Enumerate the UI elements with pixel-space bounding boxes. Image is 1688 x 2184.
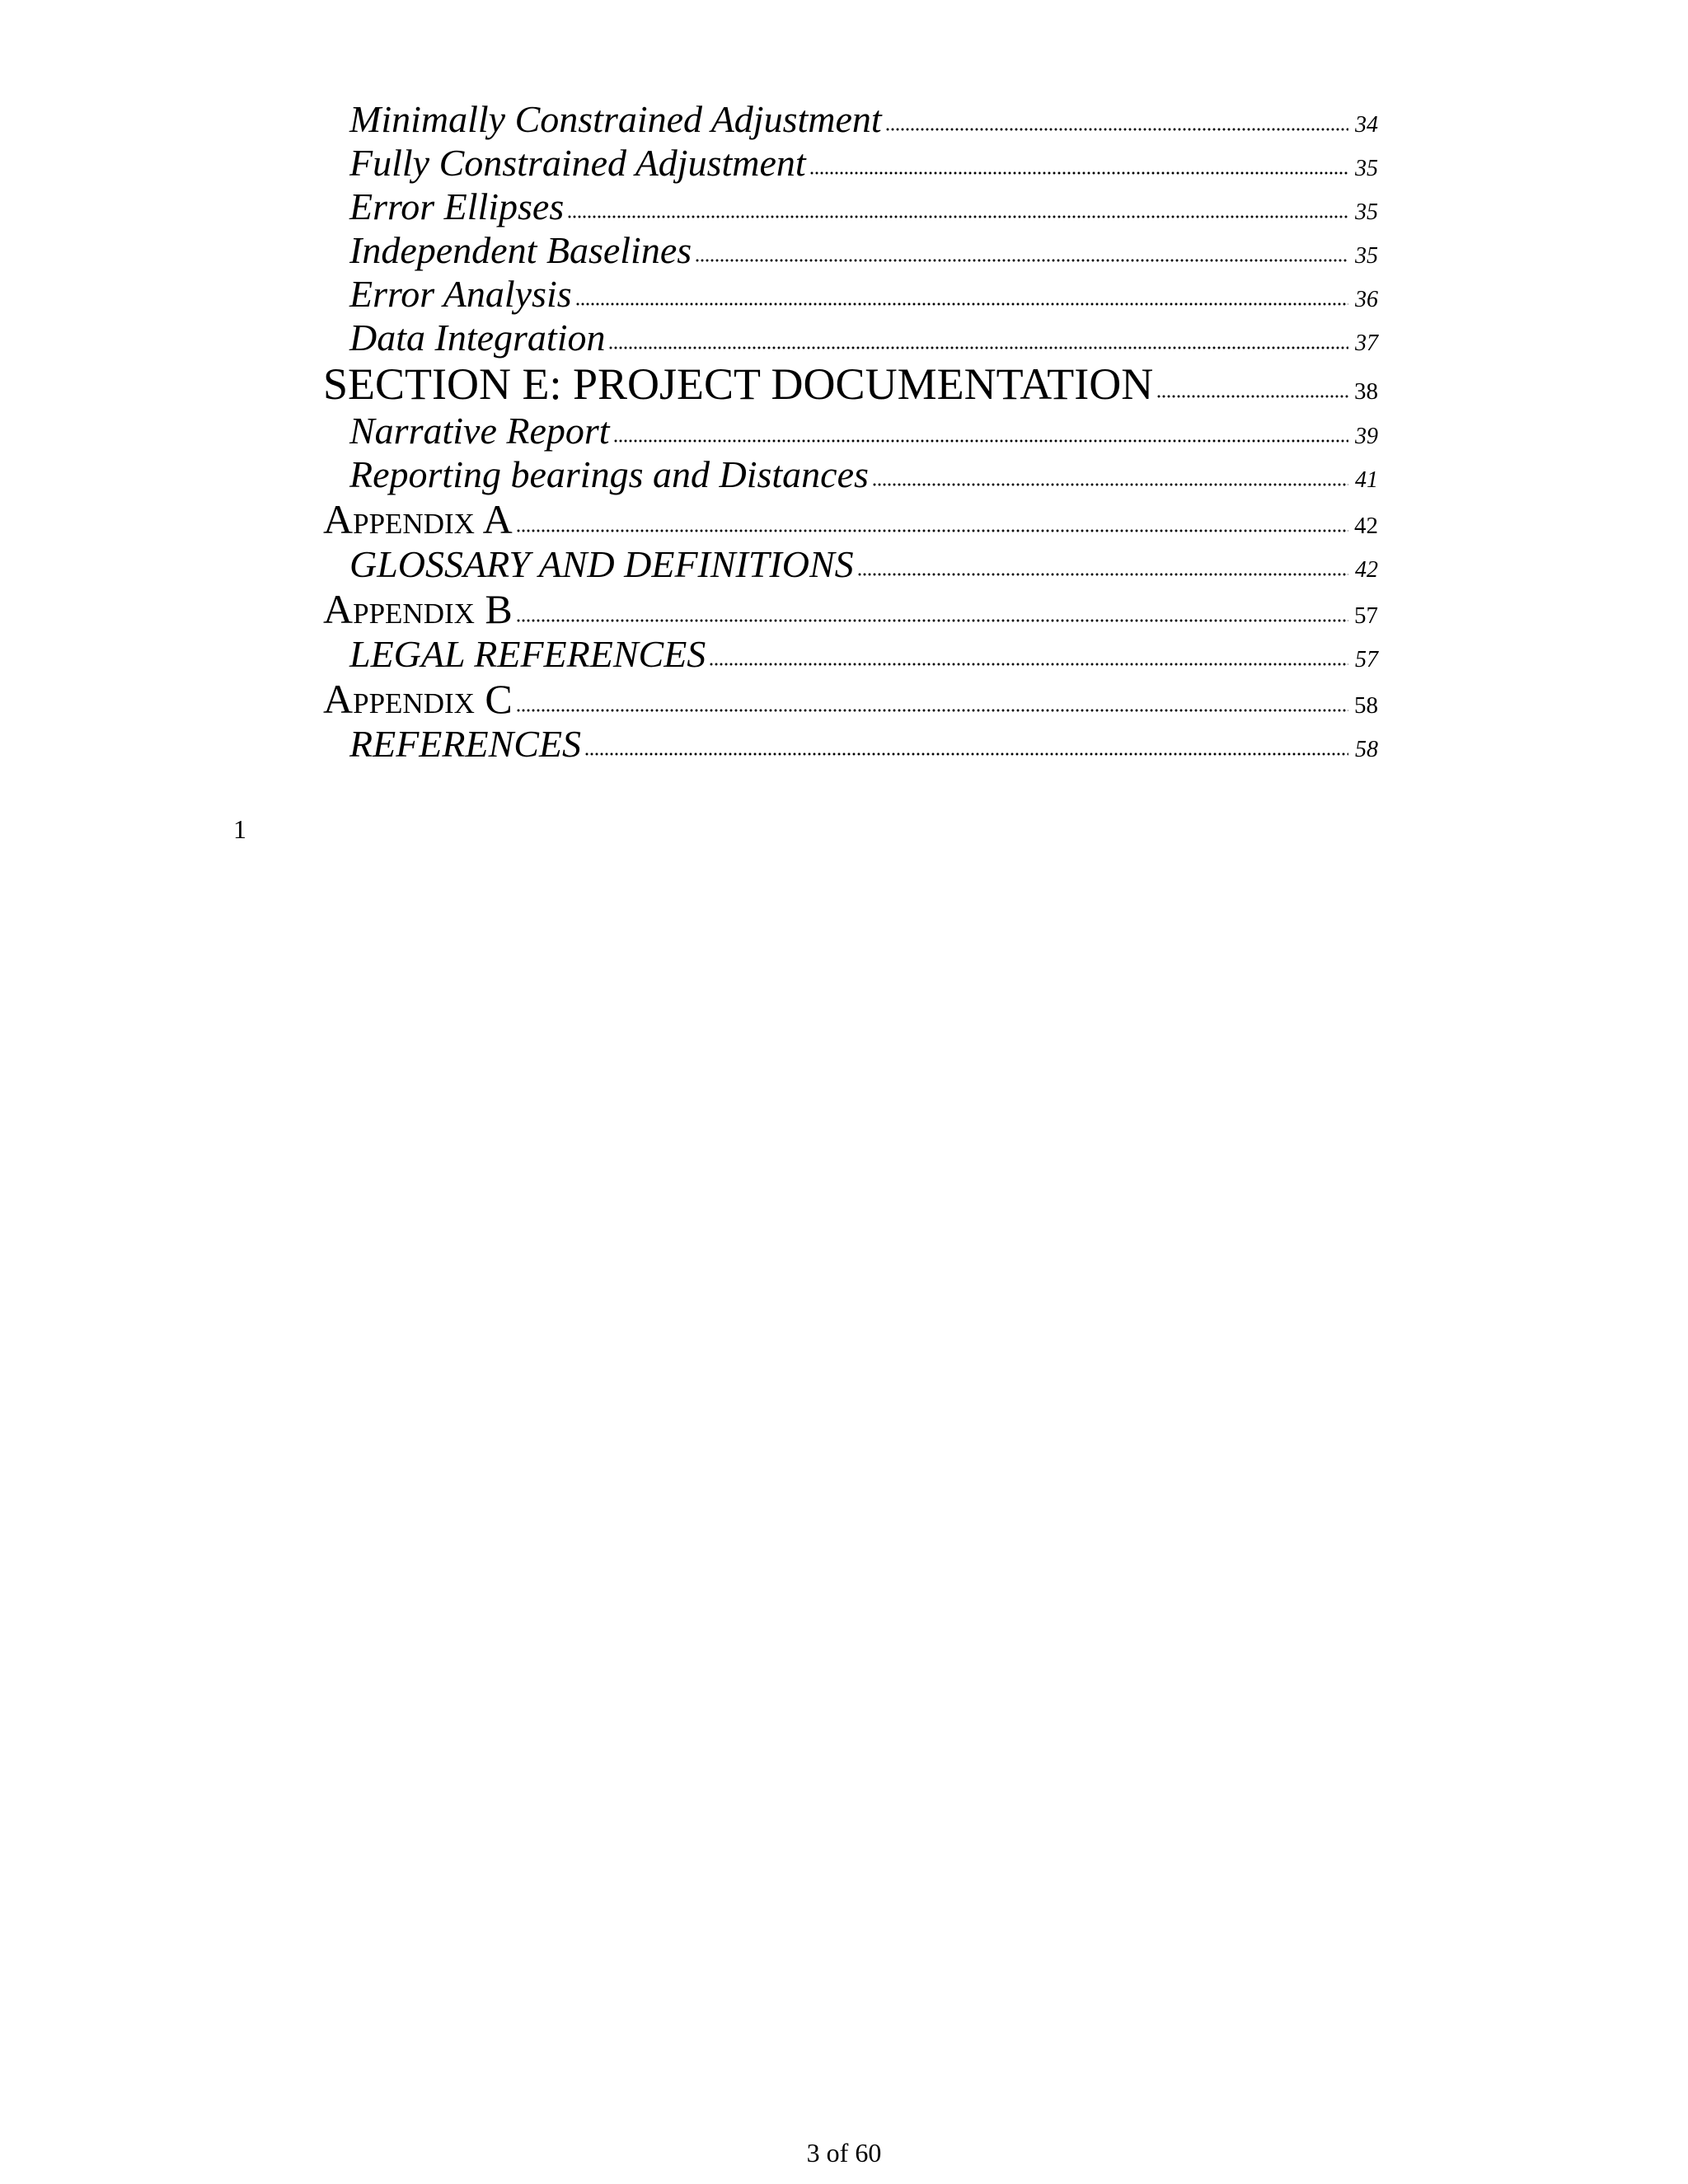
toc-entry-page: 35 (1355, 156, 1378, 181)
dot-leader (516, 703, 1348, 713)
footer-page-number: 3 (806, 2138, 820, 2168)
dot-leader (857, 567, 1348, 577)
footer-total-pages: 60 (855, 2138, 882, 2168)
toc-entry-page: 57 (1355, 647, 1378, 673)
table-of-contents (323, 97, 1378, 766)
toc-entry-title: Data Integration (349, 316, 606, 359)
toc-entry-page: 34 (1355, 112, 1378, 138)
toc-entry-page: 42 (1354, 513, 1378, 539)
dot-leader (872, 477, 1348, 487)
toc-entry-glossary[interactable] (323, 542, 1378, 586)
toc-entry-title: REFERENCES (349, 723, 582, 765)
toc-entry-references[interactable] (323, 722, 1378, 766)
toc-entry-fully-constrained-adjustment[interactable] (323, 141, 1378, 185)
toc-entry-title: Appendix B (323, 586, 513, 632)
toc-entry-title: Fully Constrained Adjustment (349, 142, 806, 184)
toc-entry-legal-references[interactable] (323, 632, 1378, 676)
toc-entry-title: GLOSSARY AND DEFINITIONS (349, 543, 854, 585)
toc-entry-page: 58 (1354, 692, 1378, 719)
toc-entry-title: Reporting bearings and Distances (349, 453, 869, 495)
toc-entry-page: 42 (1355, 557, 1378, 583)
toc-entry-title: Independent Baselines (349, 229, 692, 271)
toc-entry-title: LEGAL REFERENCES (349, 633, 706, 675)
toc-entry-title: Appendix A (323, 496, 513, 542)
toc-entry-reporting-bearings[interactable] (323, 452, 1378, 496)
dot-leader (613, 434, 1348, 443)
toc-entry-page: 37 (1355, 330, 1378, 356)
toc-entry-page: 35 (1355, 199, 1378, 225)
footer-of-label: of (826, 2138, 849, 2168)
dot-leader (709, 657, 1348, 667)
toc-entry-page: 38 (1354, 378, 1378, 405)
toc-entry-independent-baselines[interactable] (323, 228, 1378, 272)
toc-entry-page: 57 (1354, 602, 1378, 629)
toc-entry-title: Minimally Constrained Adjustment (349, 98, 882, 140)
toc-entry-page: 36 (1355, 287, 1378, 312)
toc-entry-page: 39 (1355, 424, 1378, 449)
toc-entry-minimally-constrained-adjustment[interactable] (323, 97, 1378, 141)
toc-entry-title: Appendix C (323, 676, 513, 722)
toc-entry-narrative-report[interactable] (323, 409, 1378, 452)
toc-entry-page: 58 (1355, 737, 1378, 762)
dot-leader (567, 209, 1348, 219)
toc-entry-data-integration[interactable] (323, 316, 1378, 359)
toc-entry-page: 41 (1355, 467, 1378, 493)
page-footer (0, 2136, 1688, 2169)
toc-entry-page: 35 (1355, 243, 1378, 269)
dot-leader (608, 340, 1348, 350)
toc-entry-appendix-b[interactable] (323, 586, 1378, 632)
toc-entry-section-e[interactable] (323, 359, 1378, 409)
dot-leader (584, 747, 1348, 757)
toc-entry-title: Error Analysis (349, 273, 572, 315)
toc-entry-error-analysis[interactable] (323, 272, 1378, 316)
toc-entry-title: SECTION E: PROJECT DOCUMENTATION (323, 359, 1154, 409)
dot-leader (885, 122, 1348, 132)
dot-leader (516, 613, 1348, 623)
dot-leader (516, 523, 1348, 533)
toc-entry-appendix-a[interactable] (323, 496, 1378, 542)
toc-entry-error-ellipses[interactable] (323, 185, 1378, 228)
dot-leader (695, 253, 1348, 263)
toc-entry-title: Error Ellipses (349, 185, 565, 227)
dot-leader (1156, 389, 1348, 399)
page-marker: 1 (233, 814, 246, 844)
dot-leader (575, 297, 1348, 307)
toc-entry-title: Narrative Report (349, 410, 610, 452)
toc-entry-appendix-c[interactable] (323, 676, 1378, 722)
dot-leader (809, 166, 1348, 176)
